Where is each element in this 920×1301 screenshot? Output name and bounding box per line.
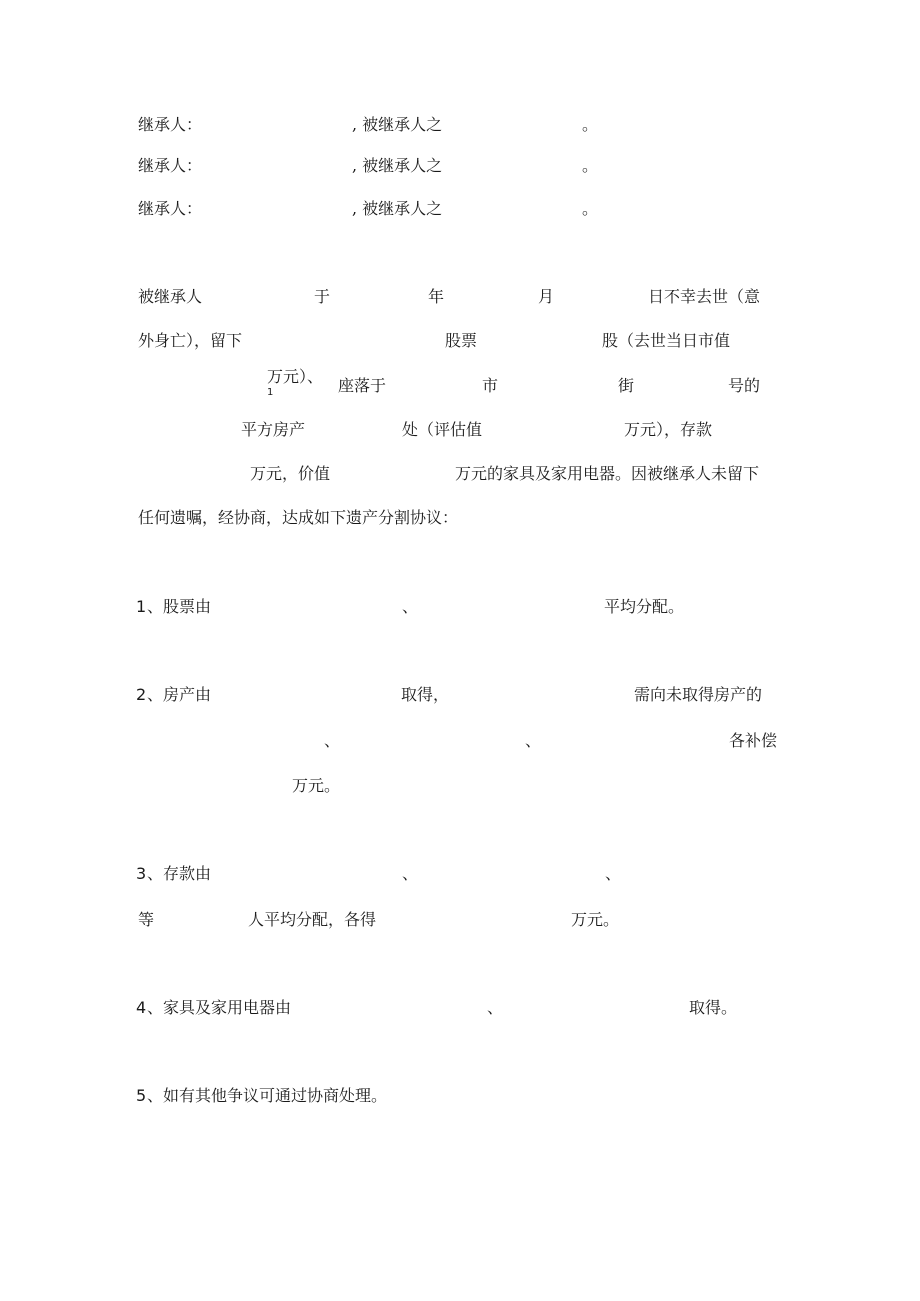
intro-text: 市 bbox=[482, 376, 499, 395]
heir-label-2: 继承人： bbox=[138, 156, 203, 175]
item-text: 、如有其他争议可通过协商处理。 bbox=[147, 1086, 388, 1105]
heir-end-2: 。 bbox=[582, 156, 599, 175]
intro-text: 于 bbox=[314, 287, 331, 306]
item-text: 等 bbox=[138, 910, 155, 929]
item-text: 、 bbox=[487, 998, 504, 1017]
item-text: 平均分配。 bbox=[604, 597, 685, 616]
heir-relation-3: , 被继承人之 bbox=[352, 199, 443, 218]
item-text: 、家具及家用电器由 bbox=[147, 998, 292, 1017]
intro-text: 年 bbox=[428, 287, 445, 306]
intro-text: 被继承人 bbox=[138, 287, 203, 306]
intro-text: 街 bbox=[618, 376, 635, 395]
intro-text: 股（去世当日市值 bbox=[602, 331, 731, 350]
intro-text: 外身亡），留下 bbox=[138, 331, 243, 350]
footnote-mark: 1 bbox=[267, 387, 274, 398]
item-text: 、存款由 bbox=[147, 864, 212, 883]
item-text: 、 bbox=[402, 597, 419, 616]
intro-text: 月 bbox=[538, 287, 555, 306]
heir-relation-1: , 被继承人之 bbox=[352, 115, 443, 134]
intro-text: 万元的家具及家用电器。因被继承人未留下 bbox=[455, 464, 760, 483]
item-text: 、 bbox=[605, 864, 622, 883]
item-text: 需向未取得房产的 bbox=[634, 685, 763, 704]
intro-text: 任何遗嘱，经协商，达成如下遗产分割协议： bbox=[138, 508, 459, 527]
item-number: 1 bbox=[136, 597, 147, 616]
item-text: 、房产由 bbox=[147, 685, 212, 704]
item-number: 4 bbox=[136, 998, 147, 1017]
item-number: 3 bbox=[136, 864, 147, 883]
item-text: 人平均分配，各得 bbox=[248, 910, 377, 929]
item-number: 2 bbox=[136, 685, 147, 704]
item-text: 各补偿 bbox=[729, 731, 778, 750]
intro-text: 股票 bbox=[445, 331, 478, 350]
heir-end-3: 。 bbox=[582, 199, 599, 218]
heir-end-1: 。 bbox=[582, 115, 599, 134]
item-text: 取得。 bbox=[689, 998, 738, 1017]
intro-text: 处（评估值 bbox=[402, 420, 483, 439]
item-text: 、 bbox=[402, 864, 419, 883]
item-text: 、股票由 bbox=[147, 597, 212, 616]
item-text: 万元。 bbox=[571, 910, 620, 929]
intro-text: 万元），存款 bbox=[624, 420, 713, 439]
intro-text: 万元）、 bbox=[267, 367, 324, 386]
item-number: 5 bbox=[136, 1086, 147, 1105]
item-text: 万元。 bbox=[292, 776, 341, 795]
item-text: 取得， bbox=[401, 685, 450, 704]
heir-label-3: 继承人： bbox=[138, 199, 203, 218]
intro-text: 座落于 bbox=[338, 376, 387, 395]
heir-label-1: 继承人： bbox=[138, 115, 203, 134]
intro-text: 日不幸去世（意 bbox=[648, 287, 761, 306]
intro-text: 平方房产 bbox=[241, 420, 306, 439]
intro-text: 号的 bbox=[728, 376, 761, 395]
item-text: 、 bbox=[525, 731, 542, 750]
intro-text: 万元，价值 bbox=[250, 464, 331, 483]
item-text: 、 bbox=[324, 731, 341, 750]
heir-relation-2: , 被继承人之 bbox=[352, 156, 443, 175]
